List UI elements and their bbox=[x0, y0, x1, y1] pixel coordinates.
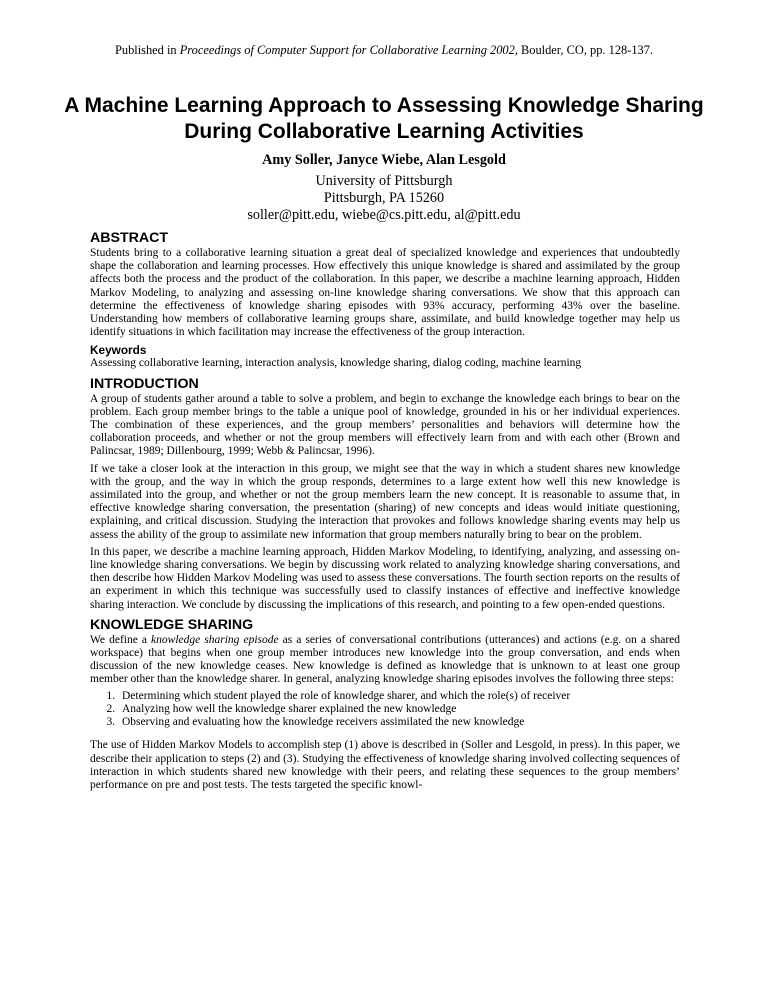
ks-text: We define a bbox=[90, 633, 152, 646]
intro-paragraph: If we take a closer look at the interaction in this group, we might see that the way in which a student shares new knowledge with the group, and the way in which the group responds, determines to a large extent how well this new knowledge is assimilated into the group, and whether or not the group members learn the new concept. It is reasonable to assume that, in effective knowledge sharing conversation, the presentation (sharing) of new concepts and ideas would initiate questioning, explaining, and critical discussion. Studying the interaction that provokes and follows knowledge sharing events may help us assess the ability of the group to assimilate new information that group members naturally bring to bear on the problem. bbox=[90, 462, 680, 541]
ks-step: 2. Analyzing how well the knowledge sharer explained the new knowledge bbox=[118, 703, 680, 716]
ks-step: 3. Observing and evaluating how the knowledge receivers assimilated the new knowledge bbox=[118, 716, 680, 729]
keywords-heading: Keywords bbox=[90, 343, 147, 358]
paper-body bbox=[90, 230, 680, 792]
intro-paragraph: In this paper, we describe a machine learning approach, Hidden Markov Modeling, to identifying, analyzing, and assessing on-line knowledge sharing conversations. We begin by discussing work related to analyzing knowledge sharing conversations, and then describe how Hidden Markov Modeling was used to assess these conversations. The fourth section reports on the results of an experiment in which this technique was successfully used to classify instances of effective and ineffective knowledge sharing interaction. We conclude by discussing the implications of this research, and pointing to a few open-ended questions. bbox=[90, 545, 680, 611]
ks-paragraph bbox=[90, 634, 680, 687]
introduction-section bbox=[90, 376, 680, 612]
ks-text: as a series of conversational contributions (utterances) and actions (e.g. on a shared workspace) that begins when one group member introduces new knowledge into the group conversation, and ends when discussion of the new knowledge ceases. New knowledge is defined as knowledge that is unknown to at least one group member other than the knowledge sharer. In general, analyzing knowledge sharing episodes involves the following three steps: bbox=[90, 633, 681, 686]
intro-paragraph: A group of students gather around a table to solve a problem, and begin to exchange the knowledge each brings to bear on the problem. Each group member brings to the table a unique pool of knowledge, grounded in his or her individual experiences. The combination of these experiences, and the group members’ personalities and behaviors will determine how the collaboration proceeds, and whether or not the group members will effectively learn from and with each other (Brown and Palincsar, 1989; Dillenbourg, 1999; Webb & Palincsar, 1996). bbox=[90, 392, 680, 458]
introduction-heading: INTRODUCTION bbox=[90, 375, 199, 392]
publication-note bbox=[0, 43, 768, 58]
pub-suffix: , Boulder, CO, pp. 128-137. bbox=[514, 43, 654, 57]
keywords-text: Assessing collaborative learning, interaction analysis, knowledge sharing, dialog coding, machine learning bbox=[90, 357, 582, 370]
paper-title: A Machine Learning Approach to Assessing Knowledge Sharing During Collaborative Learning Activities bbox=[64, 94, 704, 143]
abstract-section bbox=[90, 230, 680, 339]
ks-step: 1. Determining which student played the role of knowledge sharer, and which the role(s) of receiver bbox=[118, 690, 680, 703]
pub-venue: Proceedings of Computer Support for Collaborative Learning 2002 bbox=[179, 43, 515, 57]
author-list: Amy Soller, Janyce Wiebe, Alan Lesgold bbox=[262, 152, 506, 168]
ks-paragraph: The use of Hidden Markov Models to accomplish step (1) above is described in (Soller and Lesgold, in press). In this paper, we describe their application to steps (2) and (3). Studying the effectiveness of knowledge sharing involved collecting sequences of interaction in which students shared new knowledge with their peers, and relating these sequences to the group members’ performance on pre and post tests. The tests targeted the specific knowl- bbox=[90, 739, 680, 791]
affiliation bbox=[0, 173, 768, 224]
abstract-text: Students bring to a collaborative learning situation a great deal of specialized knowledge and experiences that undoubtedly shape the collaboration and learning processes. How effectively this unique knowledge is shared and assimilated by the group affects both the process and the product of the collaboration. In this paper, we describe a machine learning approach, Hidden Markov Modeling, to analyzing and assessing on-line knowledge sharing conversations. We show that this approach can determine the effectiveness of knowledge sharing episodes with 93% accuracy, performing 43% over the baseline. Understanding how members of collaborative learning groups share, assimilate, and build knowledge together may help us identify situations in which facilitation may increase the effectiveness of the group interaction. bbox=[90, 247, 680, 339]
location: Pittsburgh, PA 15260 bbox=[323, 190, 445, 206]
author-emails: soller@pitt.edu, wiebe@cs.pitt.edu, al@pitt.edu bbox=[247, 207, 521, 223]
ks-term: knowledge sharing episode bbox=[151, 633, 279, 646]
institution: University of Pittsburgh bbox=[315, 173, 453, 189]
keywords-section bbox=[90, 344, 680, 370]
knowledge-sharing-section bbox=[90, 617, 680, 792]
abstract-heading: ABSTRACT bbox=[90, 230, 169, 246]
pub-prefix: Published in bbox=[114, 43, 180, 57]
ks-steps-list bbox=[90, 690, 680, 730]
knowledge-sharing-heading: KNOWLEDGE SHARING bbox=[90, 616, 254, 633]
